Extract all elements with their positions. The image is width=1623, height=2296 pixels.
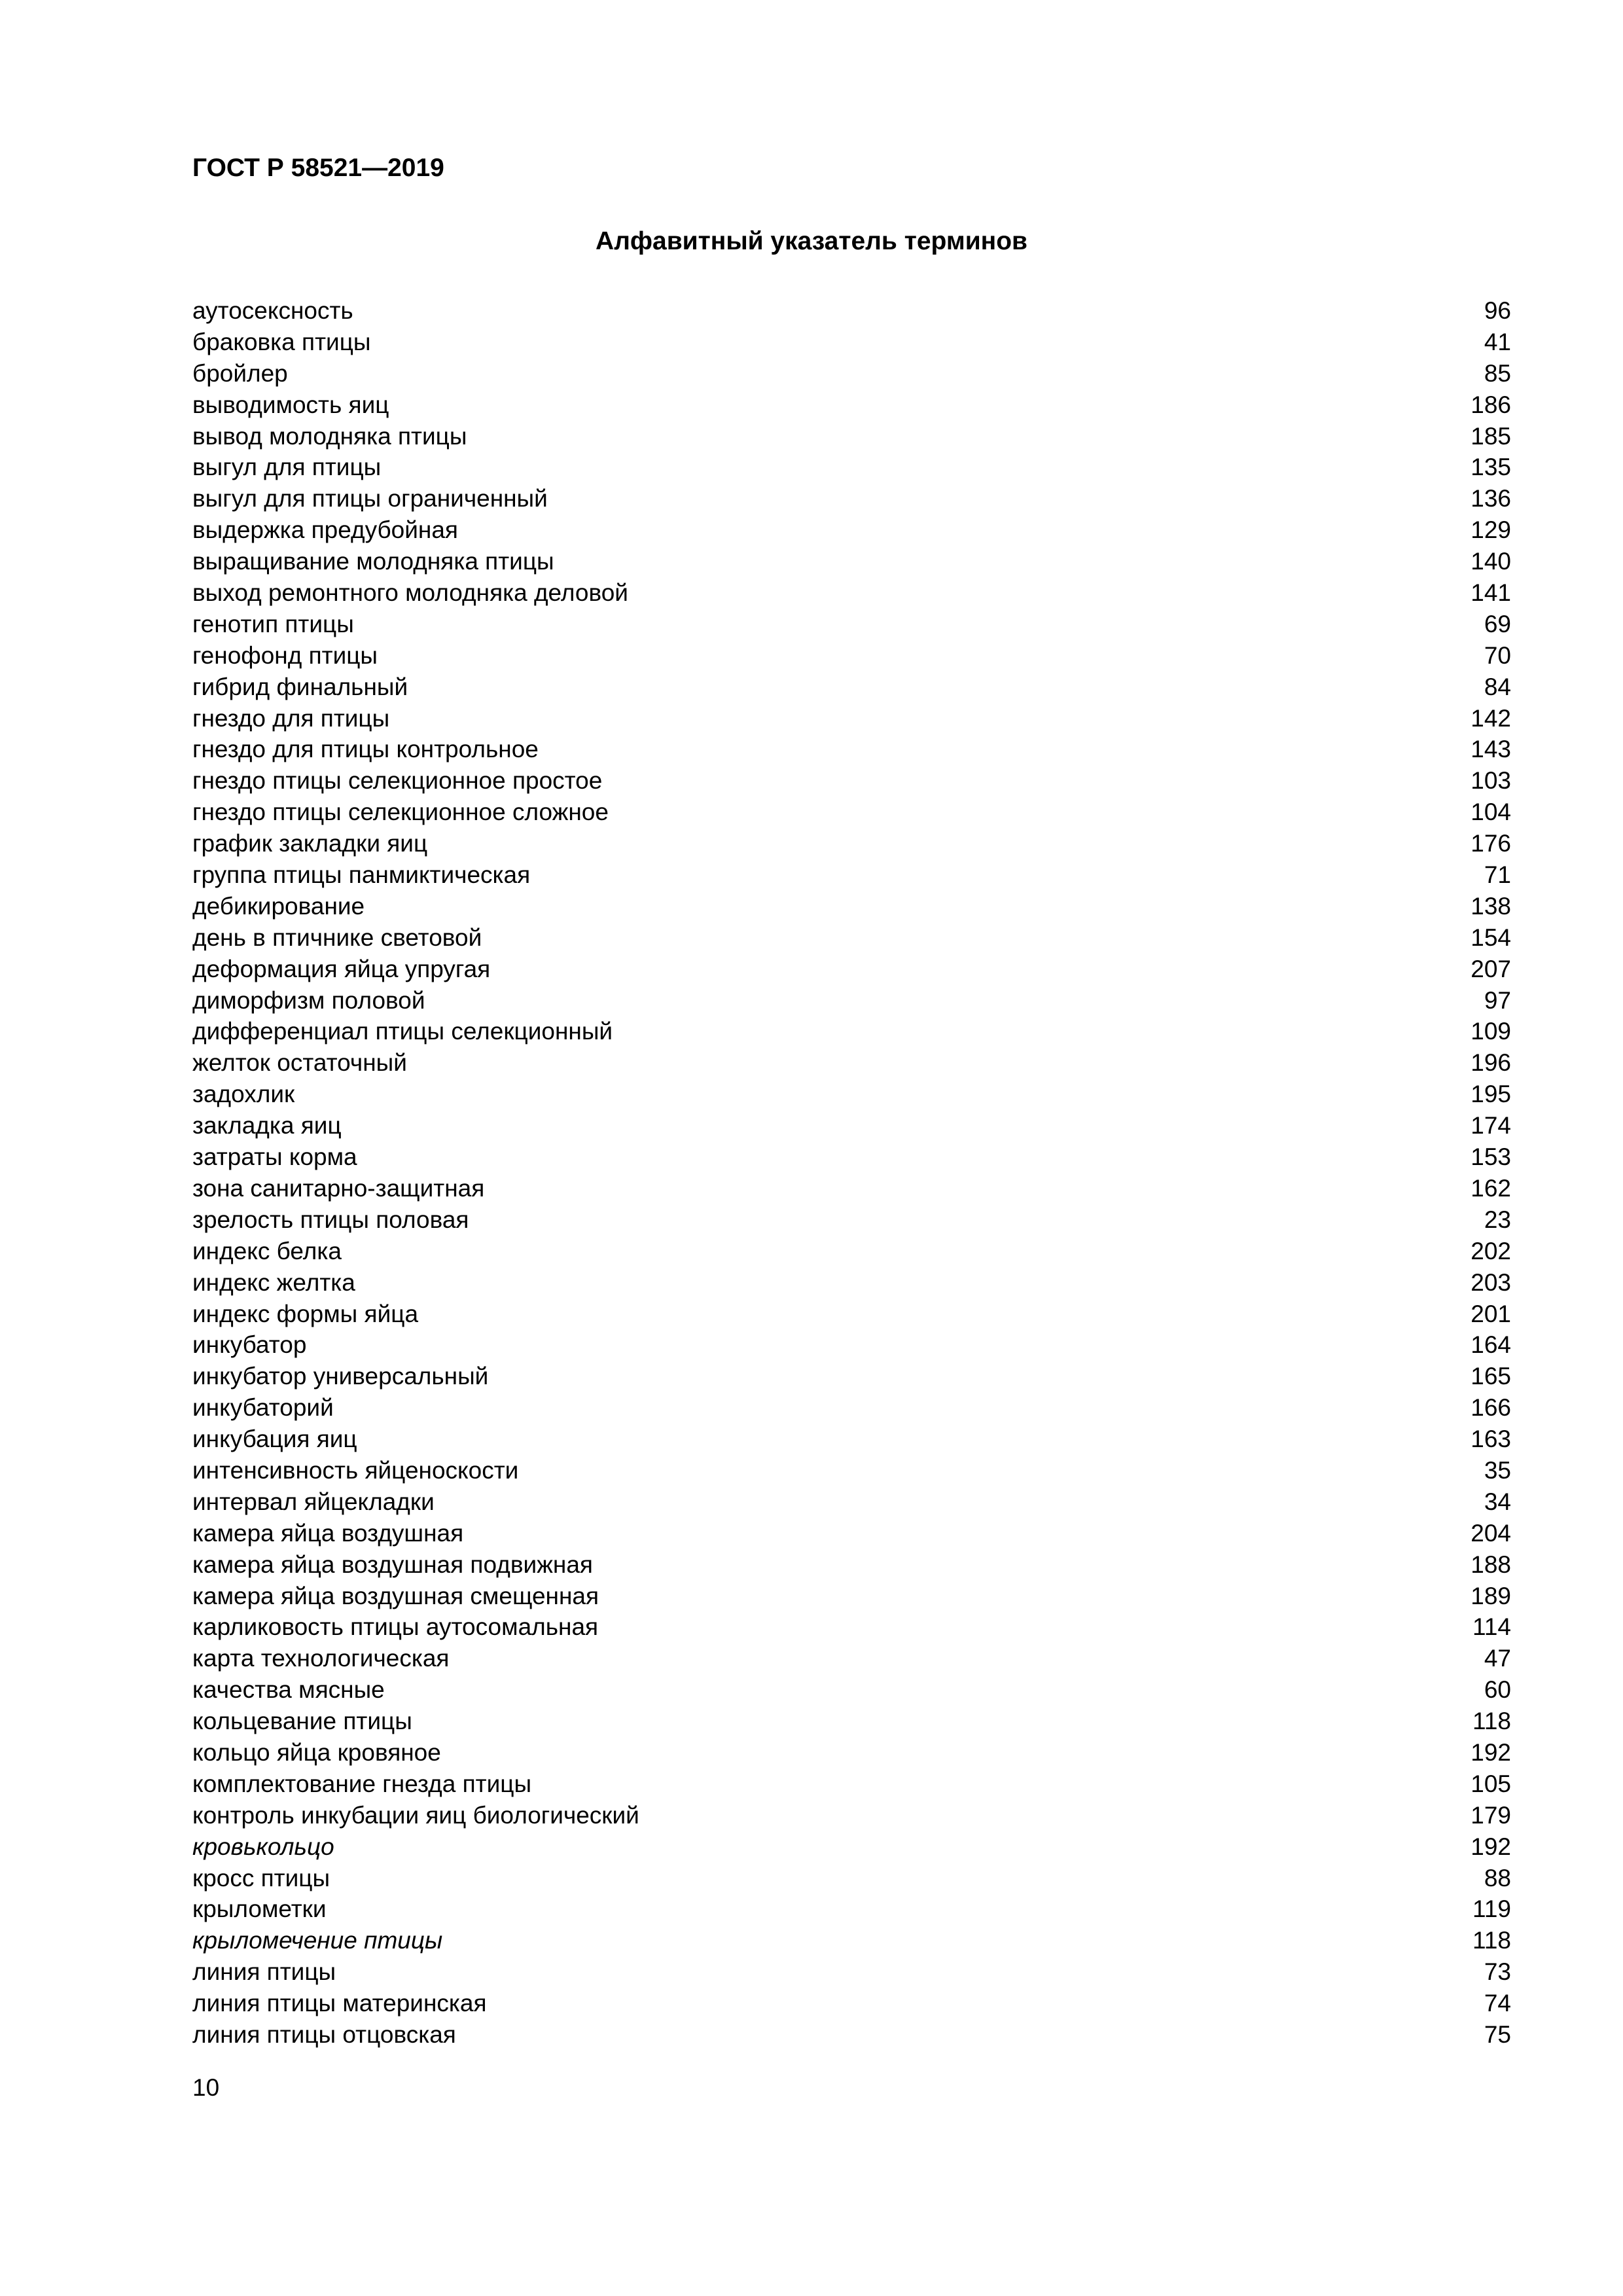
index-term: выращивание молодняка птицы (192, 548, 554, 575)
index-term-page-ref: 174 (1471, 1112, 1511, 1139)
list-item (192, 1925, 1511, 1956)
list-item (192, 609, 1511, 640)
list-item (192, 327, 1511, 358)
list-item (192, 1204, 1511, 1236)
index-term: индекс белка (192, 1237, 342, 1265)
index-term: камера яйца воздушная смещенная (192, 1582, 599, 1609)
index-term-page-ref: 143 (1471, 736, 1511, 763)
index-term: крыломечение птицы (192, 1927, 443, 1954)
list-item (192, 1047, 1511, 1079)
index-term-page-ref: 188 (1471, 1551, 1511, 1578)
list-item (192, 1549, 1511, 1581)
index-term: крылометки (192, 1895, 327, 1923)
index-term: индекс формы яйца (192, 1300, 419, 1327)
index-term-page-ref: 96 (1484, 297, 1511, 324)
list-item (192, 1361, 1511, 1392)
index-term-page-ref: 103 (1471, 767, 1511, 795)
list-item (192, 1141, 1511, 1173)
index-term: гибрид финальный (192, 673, 408, 700)
list-item (192, 1831, 1511, 1863)
list-item (192, 1893, 1511, 1925)
list-item (192, 1737, 1511, 1768)
page-number: 10 (192, 2074, 220, 2101)
index-term: индекс желтка (192, 1268, 355, 1296)
list-item (192, 1329, 1511, 1361)
index-term: инкубатор (192, 1331, 307, 1359)
index-term: интенсивность яйценоскости (192, 1456, 519, 1484)
index-term-page-ref: 176 (1471, 830, 1511, 857)
index-term-page-ref: 185 (1471, 422, 1511, 450)
list-item (192, 1392, 1511, 1424)
index-term-page-ref: 105 (1471, 1770, 1511, 1797)
index-term: выводимость яиц (192, 391, 389, 418)
index-term-page-ref: 140 (1471, 548, 1511, 575)
index-term-page-ref: 207 (1471, 955, 1511, 982)
index-term-page-ref: 88 (1484, 1864, 1511, 1892)
index-term-page-ref: 192 (1471, 1833, 1511, 1860)
term-index-list (192, 295, 1511, 2051)
index-term: гнездо птицы селекционное сложное (192, 798, 609, 826)
index-term-page-ref: 71 (1484, 861, 1511, 889)
list-item (192, 891, 1511, 922)
index-term-page-ref: 135 (1471, 454, 1511, 481)
index-term-page-ref: 60 (1484, 1676, 1511, 1704)
list-item (192, 1611, 1511, 1643)
index-term-page-ref: 129 (1471, 516, 1511, 544)
index-term-page-ref: 73 (1484, 1958, 1511, 1986)
index-term: карта технологическая (192, 1645, 450, 1672)
index-term-page-ref: 136 (1471, 485, 1511, 512)
index-term-page-ref: 189 (1471, 1582, 1511, 1609)
index-term-page-ref: 35 (1484, 1456, 1511, 1484)
list-item (192, 1956, 1511, 1988)
index-term: линия птицы отцовская (192, 2020, 456, 2048)
list-item (192, 797, 1511, 828)
index-term: выдержка предубойная (192, 516, 458, 544)
list-item (192, 1236, 1511, 1267)
list-item (192, 1863, 1511, 1894)
index-term: желток остаточный (192, 1049, 407, 1077)
list-item (192, 1988, 1511, 2019)
list-item (192, 389, 1511, 421)
list-item (192, 1424, 1511, 1455)
index-term: закладка яиц (192, 1112, 342, 1139)
index-term-page-ref: 166 (1471, 1394, 1511, 1422)
list-item (192, 546, 1511, 577)
index-term-page-ref: 142 (1471, 704, 1511, 732)
list-item (192, 703, 1511, 734)
index-term-page-ref: 163 (1471, 1426, 1511, 1453)
index-term-page-ref: 154 (1471, 924, 1511, 951)
index-term-page-ref: 141 (1471, 579, 1511, 607)
list-item (192, 985, 1511, 1016)
list-item (192, 1299, 1511, 1330)
list-item (192, 1267, 1511, 1299)
list-item (192, 828, 1511, 859)
index-term: бройлер (192, 359, 288, 387)
list-item (192, 1016, 1511, 1047)
index-term-page-ref: 75 (1484, 2020, 1511, 2048)
list-item (192, 514, 1511, 546)
index-term: гнездо для птицы контрольное (192, 736, 539, 763)
list-item (192, 452, 1511, 483)
list-item (192, 1079, 1511, 1110)
index-term: карликовость птицы аутосомальная (192, 1613, 599, 1641)
index-term: камера яйца воздушная (192, 1519, 464, 1547)
index-term-page-ref: 153 (1471, 1143, 1511, 1171)
index-term-page-ref: 192 (1471, 1738, 1511, 1766)
index-term: кольцо яйца кровяное (192, 1738, 441, 1766)
list-item (192, 1706, 1511, 1737)
index-term: линия птицы (192, 1958, 336, 1986)
index-term-page-ref: 201 (1471, 1300, 1511, 1327)
index-term: вывод молодняка птицы (192, 422, 467, 450)
index-term-page-ref: 162 (1471, 1174, 1511, 1202)
index-term-page-ref: 47 (1484, 1645, 1511, 1672)
index-term: выход ремонтного молодняка деловой (192, 579, 628, 607)
list-item (192, 1581, 1511, 1612)
index-term-page-ref: 164 (1471, 1331, 1511, 1359)
list-item (192, 421, 1511, 452)
index-term: камера яйца воздушная подвижная (192, 1551, 593, 1578)
index-term-page-ref: 23 (1484, 1206, 1511, 1233)
index-term: инкубаторий (192, 1394, 334, 1422)
list-item (192, 734, 1511, 765)
index-term: деформация яйца упругая (192, 955, 491, 982)
index-term: гнездо птицы селекционное простое (192, 767, 603, 795)
index-term: зона санитарно-защитная (192, 1174, 485, 1202)
list-item (192, 640, 1511, 672)
index-term: группа птицы панмиктическая (192, 861, 531, 889)
index-term: качества мясные (192, 1676, 385, 1704)
list-item (192, 1674, 1511, 1706)
index-term: график закладки яиц (192, 830, 428, 857)
index-term-page-ref: 138 (1471, 892, 1511, 920)
index-term-page-ref: 202 (1471, 1237, 1511, 1265)
index-term: дебикирование (192, 892, 365, 920)
index-term: контроль инкубации яиц биологический (192, 1801, 639, 1829)
index-term-page-ref: 70 (1484, 641, 1511, 669)
list-item (192, 1643, 1511, 1674)
index-term: генотип птицы (192, 610, 354, 637)
index-term-page-ref: 204 (1471, 1519, 1511, 1547)
document-code: ГОСТ Р 58521—2019 (192, 154, 444, 182)
list-item (192, 1486, 1511, 1518)
list-item (192, 672, 1511, 703)
index-term: день в птичнике световой (192, 924, 482, 951)
list-item (192, 1455, 1511, 1486)
index-term-page-ref: 97 (1484, 986, 1511, 1014)
index-term: инкубация яиц (192, 1426, 357, 1453)
index-term: выгул для птицы (192, 454, 382, 481)
index-term: аутосексность (192, 297, 353, 324)
index-term-page-ref: 165 (1471, 1363, 1511, 1390)
index-term: линия птицы материнская (192, 1990, 487, 2017)
index-term-page-ref: 203 (1471, 1268, 1511, 1296)
index-term: кольцевание птицы (192, 1708, 412, 1735)
index-term: задохлик (192, 1081, 295, 1108)
list-item (192, 295, 1511, 327)
index-term-page-ref: 119 (1472, 1895, 1511, 1923)
index-term-page-ref: 114 (1472, 1613, 1511, 1641)
index-term: дифференциал птицы селекционный (192, 1018, 613, 1045)
page-title: Алфавитный указатель терминов (595, 227, 1028, 255)
index-term: инкубатор универсальный (192, 1363, 489, 1390)
index-term-page-ref: 85 (1484, 359, 1511, 387)
index-term: браковка птицы (192, 328, 371, 355)
index-term: генофонд птицы (192, 641, 378, 669)
index-term-page-ref: 109 (1471, 1018, 1511, 1045)
list-item (192, 859, 1511, 891)
index-term-page-ref: 74 (1484, 1990, 1511, 2017)
list-item (192, 1110, 1511, 1141)
index-term-page-ref: 179 (1471, 1801, 1511, 1829)
index-term: зрелость птицы половая (192, 1206, 469, 1233)
index-term-page-ref: 118 (1472, 1927, 1511, 1954)
index-term-page-ref: 69 (1484, 610, 1511, 637)
index-term-page-ref: 118 (1472, 1708, 1511, 1735)
index-term: комплектование гнезда птицы (192, 1770, 532, 1797)
index-term-page-ref: 186 (1471, 391, 1511, 418)
index-term: затраты корма (192, 1143, 357, 1171)
list-item (192, 358, 1511, 389)
index-term: кровькольцо (192, 1833, 334, 1860)
list-item (192, 1768, 1511, 1800)
index-term: кросс птицы (192, 1864, 330, 1892)
index-term-page-ref: 196 (1471, 1049, 1511, 1077)
list-item (192, 577, 1511, 609)
index-term-page-ref: 84 (1484, 673, 1511, 700)
list-item (192, 2019, 1511, 2051)
list-item (192, 1173, 1511, 1204)
index-term-page-ref: 104 (1471, 798, 1511, 826)
list-item (192, 954, 1511, 985)
index-term: интервал яйцекладки (192, 1488, 435, 1515)
index-term: выгул для птицы ограниченный (192, 485, 548, 512)
list-item (192, 922, 1511, 954)
index-term: диморфизм половой (192, 986, 425, 1014)
list-item (192, 1518, 1511, 1549)
list-item (192, 483, 1511, 514)
list-item (192, 1800, 1511, 1831)
index-term-page-ref: 34 (1484, 1488, 1511, 1515)
index-term: гнездо для птицы (192, 704, 390, 732)
list-item (192, 765, 1511, 797)
index-term-page-ref: 41 (1484, 328, 1511, 355)
index-term-page-ref: 195 (1471, 1081, 1511, 1108)
